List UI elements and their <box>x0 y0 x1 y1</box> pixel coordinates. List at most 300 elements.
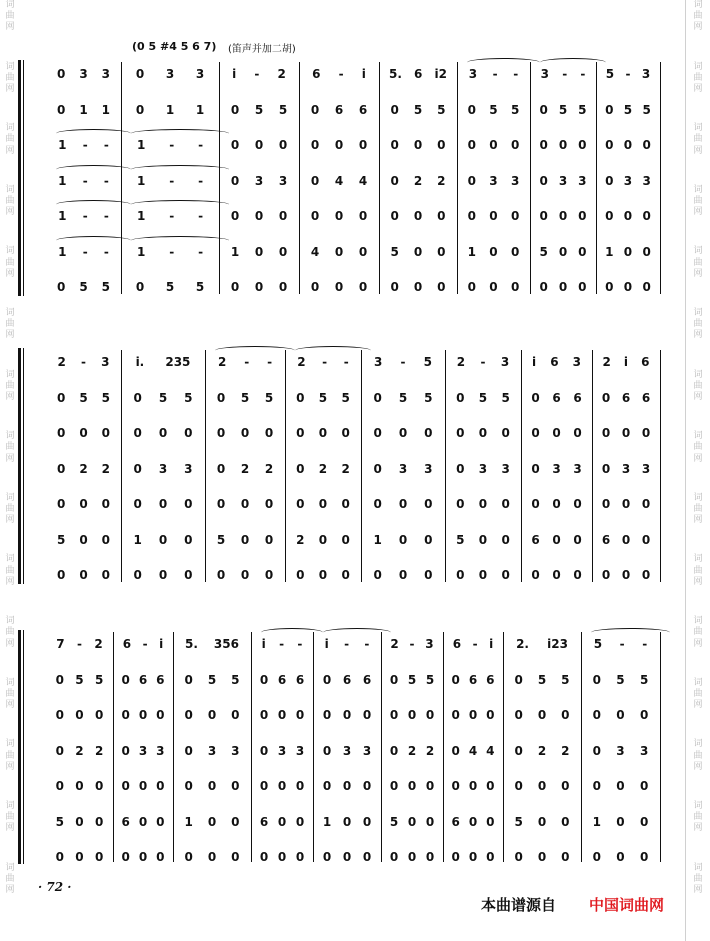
note: 0 <box>552 532 561 547</box>
measure-notes <box>596 459 656 479</box>
note: 0 <box>230 102 240 117</box>
measure-notes <box>223 64 295 84</box>
measure-notes <box>117 670 169 690</box>
note: 3 <box>398 461 408 476</box>
note: 6 <box>531 532 540 547</box>
note: - <box>244 355 250 369</box>
measure-notes <box>525 388 588 408</box>
note: 3 <box>623 173 633 188</box>
watermark-char: 词 <box>5 862 15 873</box>
note: 5 <box>56 532 66 547</box>
measure-notes <box>317 812 377 832</box>
note: 0 <box>264 497 274 511</box>
watermark-char: 网 <box>5 268 15 279</box>
note: - <box>82 244 88 259</box>
note: 5 <box>510 102 520 117</box>
note: 3 <box>184 461 193 476</box>
note: 0 <box>573 497 582 511</box>
instrument-note: (笛声并加二胡) <box>228 44 296 55</box>
measure-notes <box>50 352 117 372</box>
note: 0 <box>389 672 399 687</box>
measure-notes <box>383 100 453 120</box>
note: 0 <box>451 850 460 864</box>
note: 5 <box>318 390 328 405</box>
note: 5 <box>642 102 651 117</box>
note: 0 <box>342 708 352 722</box>
note: 7 <box>56 637 65 651</box>
note: 5 <box>278 102 288 117</box>
watermark-char: 词 <box>693 800 703 811</box>
note: - <box>81 355 86 369</box>
watermark-char: 词 <box>5 800 15 811</box>
measure-notes <box>209 565 281 585</box>
note: 0 <box>216 497 226 511</box>
barline <box>205 350 206 582</box>
note: 2 <box>602 355 611 369</box>
note: 0 <box>616 779 625 793</box>
measure-notes <box>177 812 247 832</box>
note: 0 <box>133 390 142 405</box>
note: 5 <box>79 390 88 405</box>
measure-notes <box>125 459 201 479</box>
note: 3 <box>510 173 520 188</box>
measure-notes <box>223 171 295 191</box>
note: 6 <box>641 390 651 405</box>
note: 5 <box>425 672 435 687</box>
watermark-char: 词 <box>5 184 15 195</box>
note: 0 <box>341 497 350 511</box>
note: 6 <box>573 390 582 405</box>
note: 0 <box>341 568 350 582</box>
measure-notes <box>50 670 109 690</box>
note: 0 <box>310 280 320 294</box>
watermark-char: 网 <box>693 84 703 95</box>
note: - <box>480 355 486 369</box>
source-site-link[interactable]: 中国词曲网 <box>589 896 665 914</box>
note: - <box>580 67 586 81</box>
watermark-char: 曲 <box>693 11 703 22</box>
note: - <box>297 637 303 651</box>
note: 0 <box>318 532 328 547</box>
tie-arc <box>591 628 670 637</box>
note: 5 <box>539 244 548 259</box>
measure-notes <box>50 135 117 155</box>
measure-notes <box>507 741 577 761</box>
note: 0 <box>578 209 587 223</box>
measure-notes <box>125 135 215 155</box>
barline <box>173 632 174 862</box>
note: 1 <box>136 173 146 188</box>
note: - <box>169 173 175 188</box>
tie-arc <box>131 165 229 174</box>
note: 3 <box>278 173 288 188</box>
measure-notes <box>585 634 656 654</box>
note: 0 <box>94 850 104 864</box>
note: 0 <box>264 568 274 582</box>
watermark-char: 网 <box>5 884 15 895</box>
note: 6 <box>358 102 368 117</box>
note: 0 <box>539 280 548 294</box>
note: 0 <box>56 67 66 81</box>
note: 0 <box>592 743 601 758</box>
watermark-char: 曲 <box>693 72 703 83</box>
note: 6 <box>334 102 344 117</box>
watermark-char: 曲 <box>5 812 15 823</box>
note: 0 <box>207 708 217 722</box>
measure-notes <box>383 64 453 84</box>
note: 0 <box>558 280 568 294</box>
note: 0 <box>451 708 460 722</box>
measure-notes <box>507 670 577 690</box>
score-system-2 <box>18 340 666 590</box>
note: 0 <box>601 426 611 440</box>
note: 0 <box>616 814 625 829</box>
watermark-char: 曲 <box>693 196 703 207</box>
note: 0 <box>295 814 305 829</box>
note: 0 <box>601 497 611 511</box>
watermark-strip-right <box>690 0 706 941</box>
system-bracket-line <box>23 630 24 864</box>
note: - <box>169 244 175 259</box>
watermark-char: 曲 <box>693 504 703 515</box>
note: 0 <box>55 779 64 793</box>
measure-notes <box>209 530 281 550</box>
note: 0 <box>413 138 423 152</box>
note: 0 <box>641 497 651 511</box>
measure-notes <box>50 64 117 84</box>
measure-notes <box>303 171 375 191</box>
note: 1 <box>101 102 110 117</box>
watermark-char: 曲 <box>5 257 15 268</box>
note: 0 <box>216 461 226 476</box>
measure-notes <box>209 459 281 479</box>
note: 0 <box>537 814 547 829</box>
measure-notes <box>125 423 201 443</box>
note: 6 <box>452 637 462 651</box>
watermark-char: 曲 <box>693 812 703 823</box>
measure-notes <box>534 100 592 120</box>
note: 5 <box>456 532 465 547</box>
note: 235 <box>165 355 191 369</box>
measure-notes <box>125 64 215 84</box>
note: 2 <box>264 461 274 476</box>
note: 0 <box>135 102 145 117</box>
note: 0 <box>79 426 88 440</box>
note: 3 <box>425 637 434 651</box>
watermark-char: 词 <box>693 616 703 627</box>
note: 5 <box>558 102 568 117</box>
note: 0 <box>55 672 64 687</box>
barline <box>121 62 122 294</box>
note: 0 <box>230 138 240 152</box>
note: 3 <box>641 461 651 476</box>
barline <box>299 62 300 294</box>
note: 3 <box>156 743 165 758</box>
note: 3 <box>165 67 175 81</box>
note: 0 <box>592 672 601 687</box>
measure-notes <box>525 494 588 514</box>
note: 0 <box>501 532 510 547</box>
note: 0 <box>278 244 288 259</box>
note: - <box>344 637 350 651</box>
tie-arc <box>295 346 371 355</box>
watermark-char: 网 <box>5 145 15 156</box>
note: 0 <box>138 850 148 864</box>
note: 6 <box>550 355 559 369</box>
note: 2 <box>456 355 466 369</box>
watermark-char: 词 <box>5 739 15 750</box>
note: 0 <box>456 426 465 440</box>
note: 0 <box>56 102 66 117</box>
note: 0 <box>531 390 540 405</box>
measure-notes <box>596 530 656 550</box>
note: 0 <box>478 497 488 511</box>
measure-notes <box>255 741 309 761</box>
note: 0 <box>295 708 305 722</box>
page-number: · 72 · <box>38 880 72 894</box>
note: 0 <box>537 850 547 864</box>
note: 6 <box>138 672 148 687</box>
note: 1 <box>136 209 146 223</box>
measure-notes <box>117 776 169 796</box>
note: - <box>472 637 478 651</box>
note: i <box>324 637 329 651</box>
note: 1 <box>133 532 142 547</box>
note: - <box>625 67 631 81</box>
measure-notes <box>209 388 281 408</box>
note: 0 <box>138 708 148 722</box>
note: 0 <box>278 138 288 152</box>
note: 3 <box>500 355 510 369</box>
note: 3 <box>573 461 582 476</box>
note: 0 <box>489 280 498 294</box>
barline <box>660 632 661 862</box>
watermark-strip-left <box>2 0 18 941</box>
note: - <box>103 173 109 188</box>
watermark-char: 词 <box>693 246 703 257</box>
note: 0 <box>623 138 633 152</box>
measure-notes <box>365 565 441 585</box>
note: 0 <box>230 209 240 223</box>
note: 3 <box>572 355 581 369</box>
note: 5 <box>593 637 603 651</box>
note: 0 <box>277 779 287 793</box>
watermark-char: 曲 <box>693 565 703 576</box>
measure-notes <box>600 242 656 262</box>
note: 3 <box>468 67 478 81</box>
note: i <box>532 355 537 369</box>
note: - <box>142 637 148 651</box>
note: 0 <box>318 426 328 440</box>
note: 0 <box>467 173 476 188</box>
note: 0 <box>138 814 148 829</box>
measure-notes <box>600 135 656 155</box>
measure-notes <box>50 206 117 226</box>
note: 0 <box>407 708 417 722</box>
note: 3 <box>254 173 264 188</box>
measure-notes <box>534 171 592 191</box>
note: 3 <box>552 461 561 476</box>
note: 3 <box>540 67 549 81</box>
measure-notes <box>289 530 357 550</box>
note: 1 <box>592 814 601 829</box>
note: 1 <box>184 814 193 829</box>
measure-notes <box>385 741 439 761</box>
note: i <box>623 355 629 369</box>
note: 0 <box>254 244 264 259</box>
watermark-char: 词 <box>693 739 703 750</box>
measure-notes <box>223 100 295 120</box>
note: 5 <box>216 532 226 547</box>
note: 0 <box>362 814 372 829</box>
note: 0 <box>398 532 408 547</box>
note: 0 <box>56 461 66 476</box>
measure-notes <box>117 634 169 654</box>
note: 0 <box>121 743 130 758</box>
measure-notes <box>461 135 526 155</box>
note: 5 <box>158 390 168 405</box>
barline <box>596 62 597 294</box>
note: - <box>198 173 204 188</box>
note: 3 <box>101 67 110 81</box>
note: 2 <box>79 461 88 476</box>
note: 0 <box>616 850 625 864</box>
system-bracket-line <box>23 60 24 296</box>
note: 5 <box>478 390 488 405</box>
measure-notes <box>255 705 309 725</box>
barline <box>381 632 382 862</box>
note: 0 <box>467 138 476 152</box>
measure-notes <box>117 741 169 761</box>
note: 0 <box>56 390 66 405</box>
note: 3 <box>641 67 651 81</box>
note: 0 <box>240 532 250 547</box>
measure-notes <box>255 847 309 867</box>
note: 0 <box>138 779 148 793</box>
note: i2 <box>434 67 447 81</box>
note: 0 <box>259 708 269 722</box>
measure-notes <box>125 100 215 120</box>
note: - <box>364 637 370 651</box>
note: 0 <box>121 708 130 722</box>
note: 0 <box>390 138 399 152</box>
barline <box>530 62 531 294</box>
note: 0 <box>133 426 142 440</box>
note: 0 <box>184 568 193 582</box>
watermark-char: 词 <box>693 123 703 134</box>
note: 5 <box>514 814 523 829</box>
note: 0 <box>467 209 476 223</box>
note: 5 <box>537 672 547 687</box>
note: 0 <box>425 850 435 864</box>
watermark-char: 词 <box>5 431 15 442</box>
tie-arc <box>131 129 229 138</box>
note: 0 <box>56 280 66 294</box>
note: 0 <box>623 280 633 294</box>
watermark-char: 网 <box>693 145 703 156</box>
note: 0 <box>277 850 287 864</box>
note: 0 <box>184 743 193 758</box>
note: 0 <box>578 280 587 294</box>
note: 2 <box>101 461 110 476</box>
watermark-char: 曲 <box>5 72 15 83</box>
note: - <box>279 637 285 651</box>
note: 0 <box>310 102 320 117</box>
note: 0 <box>437 138 446 152</box>
note: 0 <box>389 850 399 864</box>
note: 5 <box>423 355 432 369</box>
note: 0 <box>362 779 372 793</box>
note: 0 <box>489 138 498 152</box>
note: - <box>513 67 519 81</box>
measure-notes <box>525 565 588 585</box>
watermark-char: 曲 <box>693 750 703 761</box>
source-label[interactable]: 本曲谱源自 <box>481 896 557 914</box>
note: 2 <box>407 743 417 758</box>
note: 3 <box>207 743 217 758</box>
measure-notes <box>125 277 215 297</box>
note: 0 <box>592 850 601 864</box>
watermark-char: 曲 <box>5 11 15 22</box>
measure-notes <box>365 423 441 443</box>
note: 0 <box>295 779 305 793</box>
measure-notes <box>461 277 526 297</box>
note: 0 <box>561 708 570 722</box>
note: 0 <box>358 138 368 152</box>
note: 0 <box>79 568 88 582</box>
measure-notes <box>125 494 201 514</box>
note: i <box>261 637 266 651</box>
watermark-char: 网 <box>693 207 703 218</box>
watermark-char: 网 <box>693 576 703 587</box>
note: 0 <box>413 244 423 259</box>
watermark-char: 网 <box>693 700 703 711</box>
watermark-char: 网 <box>5 84 15 95</box>
note: 0 <box>296 390 305 405</box>
note: 0 <box>641 568 651 582</box>
measure-notes <box>289 565 357 585</box>
note: - <box>254 67 260 81</box>
note: 0 <box>486 708 495 722</box>
measure-notes <box>385 812 439 832</box>
note: 5 <box>424 390 433 405</box>
note: 0 <box>207 779 217 793</box>
note: 0 <box>156 814 165 829</box>
note: 2 <box>341 461 350 476</box>
note: 0 <box>133 568 142 582</box>
note: 5 <box>390 244 399 259</box>
measure-notes <box>317 670 377 690</box>
measure-notes <box>596 352 656 372</box>
measure-notes <box>255 634 309 654</box>
note: 0 <box>121 672 130 687</box>
note: 0 <box>424 426 433 440</box>
note: 0 <box>156 850 165 864</box>
note: 2 <box>437 173 446 188</box>
tie-arc <box>215 346 295 355</box>
note: 0 <box>296 426 305 440</box>
note: 5 <box>165 280 175 294</box>
note: 2 <box>561 743 570 758</box>
note: 0 <box>322 779 332 793</box>
watermark-char: 词 <box>5 369 15 380</box>
note: - <box>198 138 204 152</box>
note: i23 <box>547 637 568 651</box>
note: 0 <box>184 497 193 511</box>
note: 5 <box>616 672 625 687</box>
note: 0 <box>135 67 145 81</box>
note: 0 <box>531 461 540 476</box>
